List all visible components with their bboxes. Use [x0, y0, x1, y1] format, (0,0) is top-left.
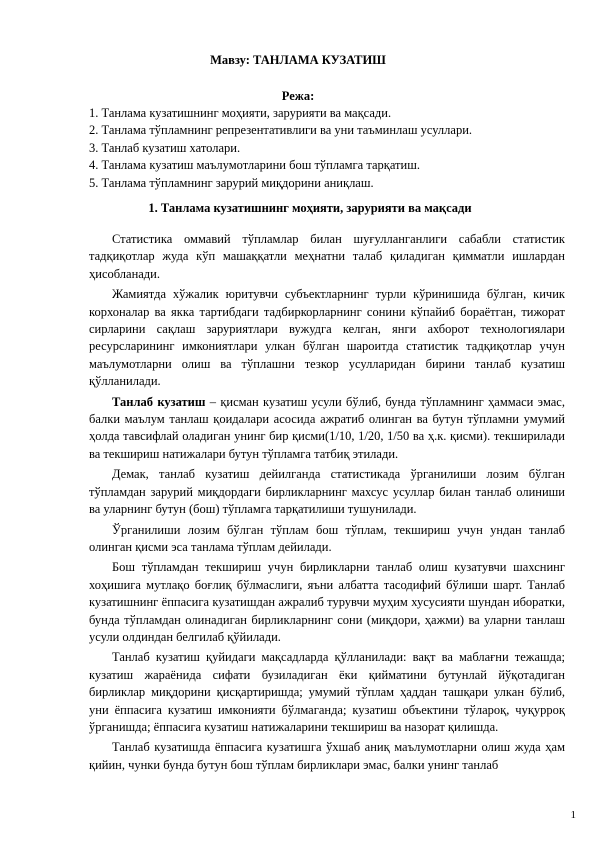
paragraph: Бош тўпламдан текшириш учун бирликларни танлаб олиш кузатувчи шахснинг хоҳишига мутлақо боғлиқ бўлмаслиги, яъни албатта тасодифий бўлиши шарт. Танлаб кузатишнинг ёппасига кузатишдан ажралиб турувчи муҳим хусусияти шундан иборатки, бунда тўпламдан олинадиган бирликларнинг сони (миқдори, ҳажми) ва уларни танлаш усули олдиндан белгилаб қўйилади. — [89, 560, 565, 644]
definition-text: – қисман кузатиш усули бўлиб, бунда тўпламнинг ҳаммаси эмас, балки маълум танлаш қоидалари асосида ажратиб олинган ва бутун тўпламни умумий ҳолда тавсифлай оладиган унинг бир қисми(1/10, 1/20, 1/50 ва ҳ.к. қисми). текширилади ва текшириш натижалари бутун тўпламга татбиқ этилади. — [89, 394, 565, 461]
plan-item: 1. Танлама кузатишнинг моҳияти, зарурияти ва мақсади. — [89, 106, 392, 120]
plan-item: 2. Танлама тўпламнинг репрезентативлиги ва уни таъминлаш усуллари. — [89, 123, 473, 138]
plan-item: 3. Танлаб кузатиш хатолари. — [89, 140, 241, 155]
paragraph: Ўрганилиши лозим бўлган тўплам бош тўплам, текшириш учун ундан танлаб олинган қисми эса танлама тўплам дейилади. — [89, 522, 565, 554]
paragraph: Танлаб кузатишда ёппасига кузатишга ўхшаб аниқ маълумотларни олиш жуда ҳам қийин, чунки бунда бутун бош тўплам бирликлари эмас, балки унинг танлаб — [89, 740, 565, 772]
plan-list — [89, 105, 529, 192]
plan-item: 5. Танлама тўпламнинг зарурий миқдорини аниқлаш. — [89, 175, 374, 190]
definition-paragraph — [89, 394, 565, 464]
document-body — [89, 231, 565, 777]
plan-heading: Режа: — [281, 89, 315, 103]
paragraph: Демак, танлаб кузатиш дейилганда статистикада ўрганилиши лозим бўлган тўпламдан зарурий миқдордаги бирликларнинг махсус усуллар билан танлаб олиниши ва уларнинг бутун (бош) тўпламга тарқатилиши тушунилади. — [89, 467, 565, 517]
section-heading: 1. Танлама кузатишнинг моҳияти, зарурияти ва мақсади — [148, 201, 472, 215]
page-number: 1 — [570, 809, 576, 821]
document-title: Мавзу: ТАНЛАМА КУЗАТИШ — [210, 53, 386, 67]
paragraph: Жамиятда хўжалик юритувчи субъектларнинг турли кўринишида бўлган, кичик корхоналар ва якка тартибдаги тадбиркорларнинг сонини кўпайиб бораётган, тижорат сирларини сақлаш заруриятлари вужудга келган, янги ахборот технологиялари ресурсларининг имкониятлари улкан бўлган шароитда статистик тадқиқотлар учун маълумотларни олиш ва тўплашни тезкор усулларидан бирини танлаб кузатиш қўлланилади. — [89, 287, 565, 389]
paragraph: Статистика оммавий тўпламлар билан шуғулланганлиги сабабли статистик тадқиқотлар жуда кўп машаққатли меҳнатни талаб қиладиган қимматли ишлардан ҳисобланади. — [89, 232, 565, 281]
paragraph: Танлаб кузатиш қуйидаги мақсадларда қўлланилади: вақт ва маблағни тежашда; кузатиш жараёнида сифати бузиладиган ёки қийматини бутунлай йўқотадиган бирликлар миқдорини қисқартиришда; умумий тўплам ҳаддан ташқари улкан бўлиб, уни ёппасига кузатиш имконияти бўлмаганда; кузатиш объектини тўларoқ, чуқуррoқ ўрганишда; ёппасига кузатиш натижаларини текшириш ва назорат қилишда. — [89, 650, 565, 734]
definition-term: Танлаб кузатиш — [112, 394, 206, 409]
plan-item: 4. Танлама кузатиш маълумотларини бош тўпламга тарқатиш. — [89, 158, 420, 173]
